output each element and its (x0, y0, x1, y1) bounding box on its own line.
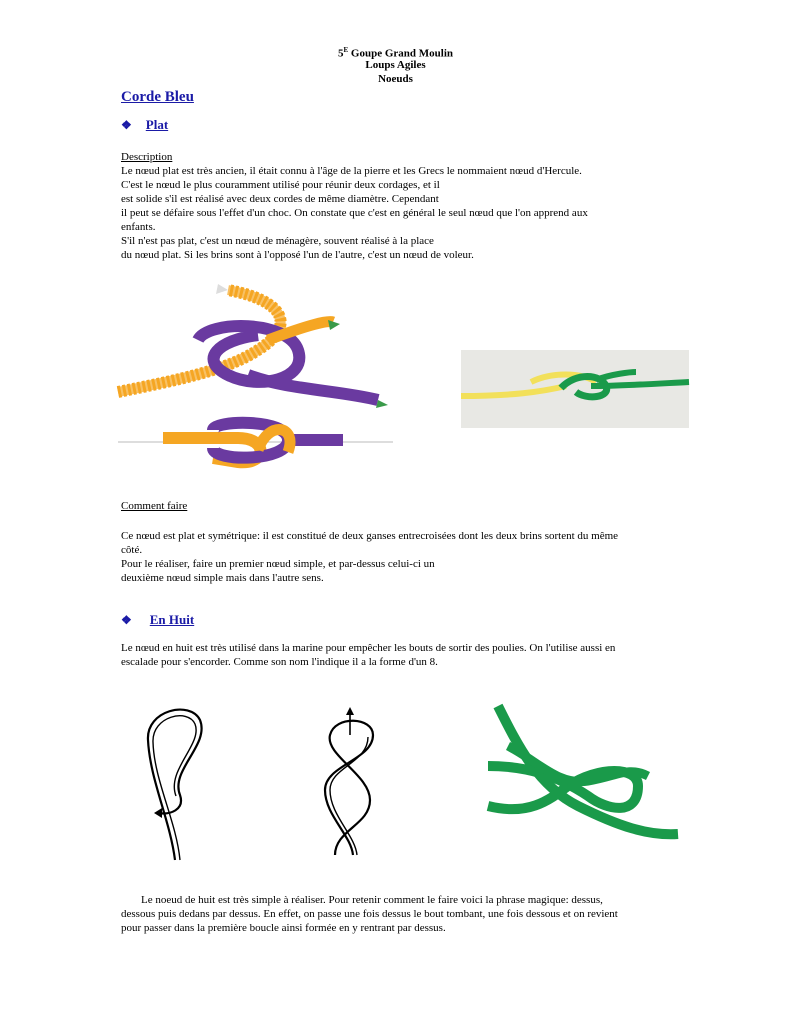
header-line-1: $5^E$ Goupe Grand Moulin (338, 46, 453, 60)
description-label: Description (121, 151, 173, 163)
section-heading-plat[interactable]: ❖ Plat (121, 117, 169, 132)
diamond-bullet-icon: ❖ (121, 118, 132, 132)
header-line-3: Noeuds (378, 73, 413, 85)
header-line-2: Loups Agiles (365, 59, 426, 71)
figure-eight-photo (488, 706, 678, 852)
huit-tip: Le noeud de huit est très simple à réaliser. Pour retenir comment le faire voici la phrase magique: dessus, dessous puis dedans par dessus. En effet, on passe une fois dessus le bout tombant, une fois dessous et on revient pour passer dans la première boucle ainsi formée en y rentrant par dessus. (121, 894, 618, 934)
huit-intro: Le nœud en huit est très utilisé dans la marine pour empêcher les bouts de sortir des poulies. On l'utilise aussi en escalade pour s'encorder. Comme son nom l'indique il a la forme d'un 8. (121, 642, 616, 668)
reef-knot-diagram (118, 280, 393, 480)
section-heading-en-huit[interactable]: ❖ En Huit (121, 612, 195, 627)
figure-eight-step-2 (315, 705, 385, 855)
plat-howto: Ce nœud est plat et symétrique: il est constitué de deux ganses entrecroisées dont les deux brins sortent du même côté. Pour le réaliser, faire un premier nœud simple, et par-dessus celui-ci un deuxième nœud simple mais dans l'autre sens. (121, 530, 619, 584)
page-title[interactable]: Corde Bleu (121, 89, 194, 105)
howto-label: Comment faire (121, 500, 188, 512)
diamond-bullet-icon: ❖ (121, 613, 132, 627)
figure-eight-step-1 (140, 700, 210, 860)
plat-description: Description Le nœud plat est très ancien, il était connu à l'âge de la pierre et les Grecs le nommaient nœud d'Hercule. C'est le nœud le plus couramment utilisé pour réunir deux cordages, et il est solide s'il est réalisé avec deux cordes de même diamètre. Cependant il peut se défaire sous l'effet d'un choc. On constate que c'est en général le seul nœud que l'on apprend aux enfants. S'il n'est pas plat, c'est un nœud de ménagère, souvent réalisé à la place du nœud plat. Si les brins sont à l'opposé l'un de l'autre, c'est un nœud de voleur. (121, 150, 681, 262)
reef-knot-photo (461, 350, 689, 428)
